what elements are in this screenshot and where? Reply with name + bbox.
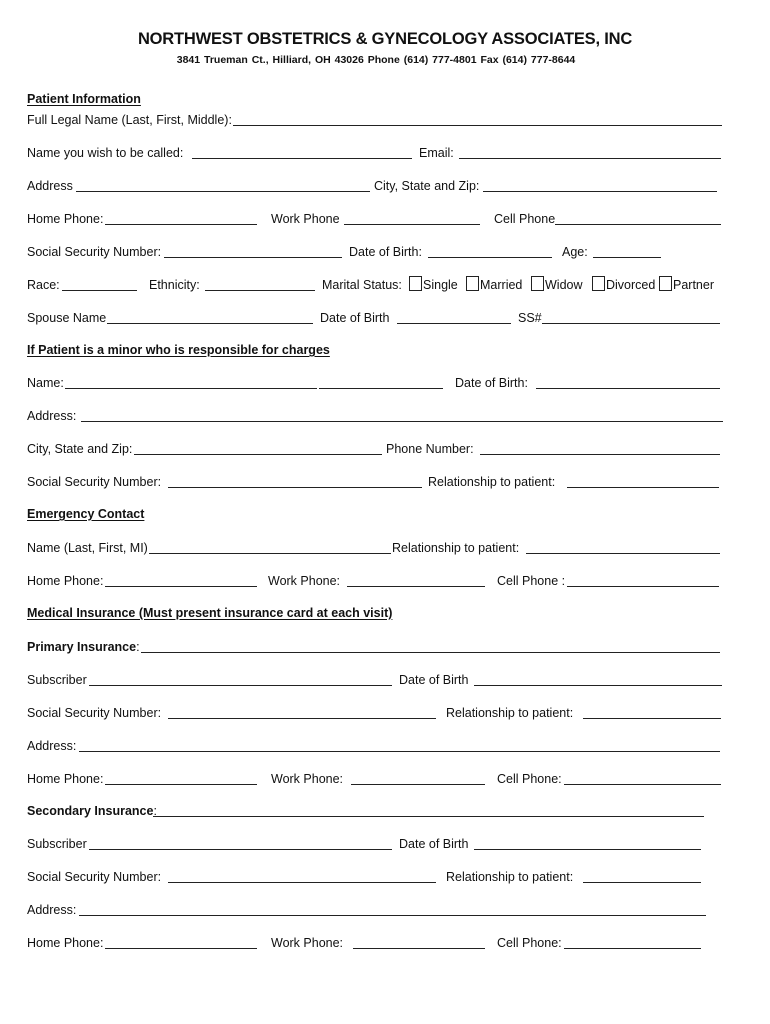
primary-insurance-colon: : bbox=[136, 640, 140, 654]
section-minor-responsible: If Patient is a minor who is responsible for charges bbox=[27, 343, 330, 357]
minor-phone-label: Phone Number: bbox=[386, 442, 474, 456]
age-label: Age: bbox=[562, 245, 588, 259]
minor-city-state-zip-label: City, State and Zip: bbox=[27, 442, 133, 456]
age-field[interactable] bbox=[593, 257, 661, 258]
primary-cell-phone-label: Cell Phone: bbox=[497, 772, 562, 786]
spouse-dob-field[interactable] bbox=[397, 323, 511, 324]
minor-phone-field[interactable] bbox=[480, 454, 720, 455]
primary-relationship-field[interactable] bbox=[583, 718, 721, 719]
primary-relationship-label: Relationship to patient: bbox=[446, 706, 574, 720]
primary-insurance-label-text: Primary Insurance bbox=[27, 640, 137, 654]
divorced-checkbox[interactable] bbox=[592, 276, 605, 291]
secondary-ssn-label: Social Security Number: bbox=[27, 870, 162, 884]
section-medical-insurance: Medical Insurance (Must present insurance card at each visit) bbox=[27, 606, 393, 620]
spouse-ss-field[interactable] bbox=[542, 323, 720, 324]
primary-ssn-field[interactable] bbox=[168, 718, 436, 719]
secondary-work-phone-field[interactable] bbox=[353, 948, 485, 949]
ssn-label: Social Security Number: bbox=[27, 245, 162, 259]
minor-address-label: Address: bbox=[27, 409, 77, 423]
married-label: Married bbox=[480, 278, 523, 292]
primary-cell-phone-field[interactable] bbox=[564, 784, 721, 785]
secondary-subscriber-field[interactable] bbox=[89, 849, 392, 850]
home-phone-field[interactable] bbox=[105, 224, 257, 225]
secondary-work-phone-label: Work Phone: bbox=[271, 936, 344, 950]
secondary-insurance-label-text: Secondary Insurance bbox=[27, 804, 154, 818]
secondary-subscriber-label: Subscriber bbox=[27, 837, 87, 851]
marital-status-label: Marital Status: bbox=[322, 278, 402, 292]
dob-field[interactable] bbox=[428, 257, 552, 258]
widow-label: Widow bbox=[545, 278, 583, 292]
form-title: NORTHWEST OBSTETRICS & GYNECOLOGY ASSOCIATES, INC bbox=[137, 30, 633, 48]
primary-subscriber-field[interactable] bbox=[89, 685, 392, 686]
work-phone-field[interactable] bbox=[344, 224, 480, 225]
primary-home-phone-label: Home Phone: bbox=[27, 772, 104, 786]
preferred-name-label: Name you wish to be called: bbox=[27, 146, 184, 160]
secondary-cell-phone-label: Cell Phone: bbox=[497, 936, 562, 950]
ethnicity-field[interactable] bbox=[205, 290, 315, 291]
minor-name-field-2[interactable] bbox=[319, 388, 443, 389]
address-label: Address bbox=[27, 179, 73, 193]
ssn-field[interactable] bbox=[164, 257, 342, 258]
emergency-relationship-label: Relationship to patient: bbox=[392, 541, 520, 555]
primary-insurance-label bbox=[27, 639, 140, 655]
emergency-work-phone-field[interactable] bbox=[347, 586, 485, 587]
primary-dob-field[interactable] bbox=[474, 685, 722, 686]
email-label: Email: bbox=[419, 146, 454, 160]
primary-home-phone-field[interactable] bbox=[105, 784, 257, 785]
primary-work-phone-label: Work Phone: bbox=[271, 772, 344, 786]
emergency-cell-phone-field[interactable] bbox=[567, 586, 719, 587]
full-name-field[interactable] bbox=[233, 125, 722, 126]
married-checkbox[interactable] bbox=[466, 276, 479, 291]
secondary-relationship-field[interactable] bbox=[583, 882, 701, 883]
spouse-name-field[interactable] bbox=[107, 323, 313, 324]
secondary-ssn-field[interactable] bbox=[168, 882, 436, 883]
widow-checkbox[interactable] bbox=[531, 276, 544, 291]
minor-dob-field[interactable] bbox=[536, 388, 720, 389]
primary-subscriber-label: Subscriber bbox=[27, 673, 87, 687]
minor-ssn-label: Social Security Number: bbox=[27, 475, 162, 489]
minor-name-field[interactable] bbox=[65, 388, 317, 389]
primary-ssn-label: Social Security Number: bbox=[27, 706, 162, 720]
secondary-insurance-colon: : bbox=[153, 804, 157, 818]
emergency-cell-phone-label: Cell Phone : bbox=[497, 574, 566, 588]
city-state-zip-label: City, State and Zip: bbox=[374, 179, 480, 193]
divorced-label: Divorced bbox=[606, 278, 656, 292]
primary-address-field[interactable] bbox=[79, 751, 720, 752]
minor-address-field[interactable] bbox=[81, 421, 723, 422]
secondary-dob-label: Date of Birth bbox=[399, 837, 469, 851]
dob-label: Date of Birth: bbox=[349, 245, 422, 259]
primary-insurance-field[interactable] bbox=[141, 652, 720, 653]
emergency-work-phone-label: Work Phone: bbox=[268, 574, 341, 588]
secondary-cell-phone-field[interactable] bbox=[564, 948, 701, 949]
minor-name-label: Name: bbox=[27, 376, 64, 390]
secondary-insurance-label bbox=[27, 803, 157, 819]
section-patient-information: Patient Information bbox=[27, 92, 141, 106]
single-checkbox[interactable] bbox=[409, 276, 422, 291]
minor-dob-label: Date of Birth: bbox=[455, 376, 528, 390]
minor-ssn-field[interactable] bbox=[168, 487, 422, 488]
work-phone-label: Work Phone bbox=[271, 212, 340, 226]
secondary-address-label: Address: bbox=[27, 903, 77, 917]
emergency-home-phone-field[interactable] bbox=[105, 586, 257, 587]
city-state-zip-field[interactable] bbox=[483, 191, 717, 192]
emergency-relationship-field[interactable] bbox=[526, 553, 720, 554]
full-name-label: Full Legal Name (Last, First, Middle): bbox=[27, 113, 232, 127]
email-field[interactable] bbox=[459, 158, 721, 159]
address-field[interactable] bbox=[76, 191, 370, 192]
emergency-name-field[interactable] bbox=[149, 553, 391, 554]
spouse-ss-label: SS# bbox=[518, 311, 542, 325]
minor-city-state-zip-field[interactable] bbox=[134, 454, 382, 455]
primary-work-phone-field[interactable] bbox=[351, 784, 485, 785]
secondary-insurance-field[interactable] bbox=[153, 816, 704, 817]
section-emergency-contact: Emergency Contact bbox=[27, 507, 145, 521]
secondary-dob-field[interactable] bbox=[474, 849, 701, 850]
cell-phone-label: Cell Phone bbox=[494, 212, 556, 226]
single-label: Single bbox=[423, 278, 458, 292]
secondary-home-phone-label: Home Phone: bbox=[27, 936, 104, 950]
race-field[interactable] bbox=[62, 290, 137, 291]
secondary-address-field[interactable] bbox=[79, 915, 706, 916]
partner-label: Partner bbox=[673, 278, 714, 292]
ethnicity-label: Ethnicity: bbox=[149, 278, 200, 292]
minor-relationship-label: Relationship to patient: bbox=[428, 475, 556, 489]
emergency-name-label: Name (Last, First, MI) bbox=[27, 541, 148, 555]
preferred-name-field[interactable] bbox=[192, 158, 412, 159]
home-phone-label: Home Phone: bbox=[27, 212, 104, 226]
primary-address-label: Address: bbox=[27, 739, 77, 753]
primary-dob-label: Date of Birth bbox=[399, 673, 469, 687]
secondary-home-phone-field[interactable] bbox=[105, 948, 257, 949]
practice-address: 3841 Trueman Ct., Hilliard, OH 43026 Phone (614) 777-4801 Fax (614) 777-8644 bbox=[176, 54, 576, 66]
spouse-name-label: Spouse Name bbox=[27, 311, 107, 325]
minor-relationship-field[interactable] bbox=[567, 487, 719, 488]
spouse-dob-label: Date of Birth bbox=[320, 311, 390, 325]
cell-phone-field[interactable] bbox=[555, 224, 721, 225]
race-label: Race: bbox=[27, 278, 60, 292]
secondary-relationship-label: Relationship to patient: bbox=[446, 870, 574, 884]
partner-checkbox[interactable] bbox=[659, 276, 672, 291]
emergency-home-phone-label: Home Phone: bbox=[27, 574, 104, 588]
